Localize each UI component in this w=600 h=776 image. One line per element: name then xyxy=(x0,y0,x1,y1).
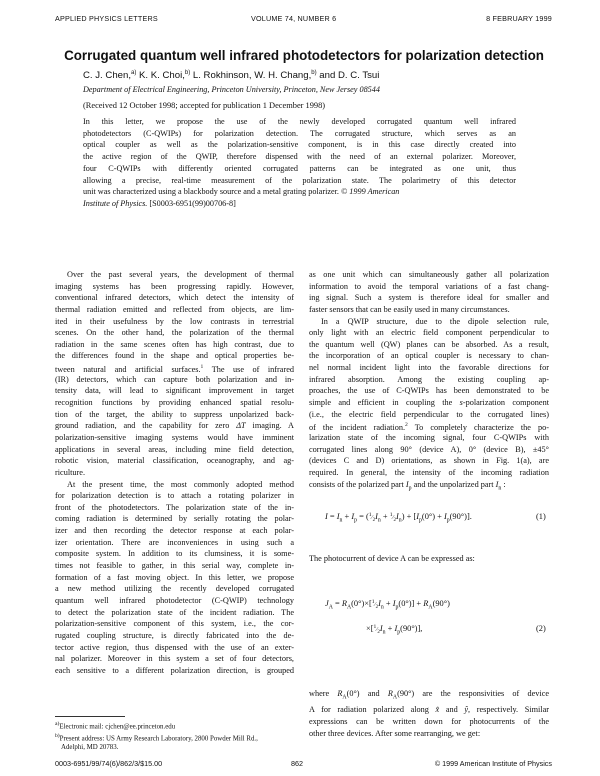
body-line: composite system. In addition to its clumsiness, it is some- xyxy=(55,549,294,559)
volume-number: VOLUME 74, NUMBER 6 xyxy=(251,14,337,23)
body-line: imaging systems has been progressing rapidly. However, xyxy=(55,281,294,291)
abstract-line: four C-QWIPs with differently oriented corrugated patterns can be integrated as one unit, thus xyxy=(83,163,516,173)
abstract xyxy=(83,116,516,210)
right-column xyxy=(309,269,549,490)
body-line: (devices C and D) orientations, as shown in Fig. 1(a), are xyxy=(309,456,549,466)
body-line: tensity data, will lead to significant improvement in target xyxy=(55,386,294,396)
body-line: polarization-sensitive imaging systems would have imminent xyxy=(55,432,294,442)
body-line: of the incident radiation.$^2$ To completely characterize the po- xyxy=(309,422,549,433)
body-line: front of the photodetectors. The polarization state of the in- xyxy=(55,502,294,512)
body-line: to detect the polarization state of the incident radiation. The xyxy=(55,607,294,617)
body-line: riculture. xyxy=(55,467,86,477)
author-list xyxy=(83,70,379,81)
author-chen-note: a) xyxy=(131,70,137,76)
body-line: nel normal incident light into the favorable directions for xyxy=(309,363,549,373)
abstract-doi: [S0003-6951(99)00706-8] xyxy=(149,198,236,208)
body-line: consists of the polarized part $I_p$ and the unpolarized part $I_n$ : xyxy=(309,479,506,492)
body-line: corrugated lines along 90° (device A), 0° (device B), ±45° xyxy=(309,444,549,454)
abstract-line: the active region of the QWIP, therefore dispensed with the need of an external polarizer. Moreover, xyxy=(83,152,516,162)
body-line: each sensitive to a different polarization direction, is grouped xyxy=(55,665,294,675)
body-line: nal polarizer. Moreover in this system a set of four detectors, xyxy=(55,654,294,664)
equation-2-line-1: $J_A$ = $R_A(0^\circ)\times[^1⁄_2I_n + I_p(0^\circ)] + R_A(90^\circ)$ xyxy=(325,599,450,611)
body-line: tion of the target, the ability to suppress unpolarized back- xyxy=(55,409,294,419)
body-line: Over the past several years, the development of thermal xyxy=(67,270,294,279)
abstract-copyright: © 1999 American xyxy=(341,187,400,197)
footnotes xyxy=(55,720,294,753)
equation-1: $I = I_n + I_p$ = ($^1⁄_2I_n$ + $^1⁄_2I_n) + [I_p(0^\circ) + I_p(90^\circ)]$. xyxy=(325,512,472,524)
body-line: ing signal. Such a system is therefore ideal for smaller and xyxy=(309,293,549,303)
body-line: radiation in the same scenes often has high contrast, due to xyxy=(55,339,294,349)
author-chen: C. J. Chen, xyxy=(83,70,131,81)
body-line: conventional infrared detectors, which detect the intensity of xyxy=(55,293,294,303)
left-column xyxy=(55,269,294,676)
journal-name: APPLIED PHYSICS LETTERS xyxy=(55,14,158,23)
footnote-a: $^{a)}$Electronic mail: cjchen@ee.princeton.edu xyxy=(55,721,176,731)
body-line: information to avoid the temporal variations of a fast chang- xyxy=(309,281,549,291)
body-line: required. In general, the intensity of the incoming radiation xyxy=(309,467,549,477)
author-chang-note: b) xyxy=(311,70,317,76)
body-line: robotic vision, material classification, oceanography, and ag- xyxy=(55,456,294,466)
delta-t: ΔT xyxy=(236,421,246,431)
body-line: expressions can be written down for photocurrents of the xyxy=(309,716,549,726)
body-line: a new method utilizing the recently developed corrugated xyxy=(55,584,294,594)
photocurrent-text: The photocurrent of device A can be expressed as: xyxy=(309,554,475,563)
body-line: larization state of the incoming signal, four C-QWIPs with xyxy=(309,432,549,442)
body-line: ited in their usefulness by the low contrasts in terrestrial xyxy=(55,316,294,326)
abstract-line: In this letter, we propose the use of the newly developed corrugated quantum well infrared xyxy=(83,117,516,126)
issue-date: 8 FEBRUARY 1999 xyxy=(486,14,552,23)
footnote-rule xyxy=(55,716,125,717)
affiliation: Department of Electrical Engineering, Princeton University, Princeton, New Jersey 08544 xyxy=(83,85,380,94)
ref-2: 2 xyxy=(405,422,408,429)
body-line: infrared absorption. Among the existing coupling ap- xyxy=(309,374,549,384)
body-line: for polarization detection is to attach a rotating polarizer in xyxy=(55,491,294,501)
abstract-line: allowing a precise, real-time measurement of the polarization state. The polarimetry of this detector xyxy=(83,175,516,185)
body-line: the quantum well (QW) planes can be absorbed. As a result, xyxy=(309,339,549,349)
author-tsui: and D. C. Tsui xyxy=(319,70,380,81)
ref-1: 1 xyxy=(200,364,204,371)
body-line: tector active region, thus dispensed with the use of an exter- xyxy=(55,642,294,652)
body-line: A for radiation polarized along x̂ and ŷ, respectively. Similar xyxy=(309,705,550,715)
running-header xyxy=(55,14,552,26)
received-dates: (Received 12 October 1998; accepted for publication 1 December 1998) xyxy=(83,101,326,110)
body-line: thermal radiation emitted and reflected from objects, are lim- xyxy=(55,304,294,314)
author-choi-note: b) xyxy=(184,70,191,76)
footer-issn: 0003-6951/99/74(6)/862/3/$15.00 xyxy=(55,759,163,768)
author-choi: K. K. Choi, xyxy=(139,70,185,81)
body-line: ground radiation, and the capability for zero ΔT imaging. A xyxy=(55,421,295,431)
equation-2-number: (2) xyxy=(536,624,546,633)
abstract-line: photodetectors (C-QWIPs) for polarization detection. The corrugated structure, which serves as an xyxy=(83,128,516,138)
equation-1-number: (1) xyxy=(536,512,546,521)
body-line: recognition functions by providing enhanced spatial resolu- xyxy=(55,398,294,408)
abstract-line xyxy=(83,198,516,210)
page-number: 862 xyxy=(291,759,303,768)
right-column-continued xyxy=(309,688,549,739)
body-line: At the present time, the most commonly adopted method xyxy=(67,479,294,489)
body-line: scenes. On the other hand, the polarization of the thermal xyxy=(55,328,294,338)
body-line: the incorporation of an optical coupler is necessary to chan- xyxy=(309,351,549,361)
body-line: where $R_A(0^\circ)$ and $R_A(90^\circ)$ are the responsivities of device xyxy=(309,689,550,701)
body-line: as one unit which can simultaneously gather all polarization xyxy=(309,270,549,279)
body-line: formation of a fast moving object. In this letter, we propose xyxy=(55,572,294,582)
body-line: quantum well infrared photodetector (C-QWIP) technology xyxy=(55,595,294,605)
footer-copyright: © 1999 American Institute of Physics xyxy=(434,759,552,768)
body-line: applications in several areas, including mine field detection, xyxy=(55,444,294,454)
body-line: (i.e., the electric field perpendicular to the corrugated lines) xyxy=(309,409,549,419)
body-line: faster sensors that can be easily used in many circumstances. xyxy=(309,304,510,314)
body-line: the differences found in the shape and optical properties be- xyxy=(55,351,294,361)
body-line: (IR) detectors, which can capture both polarization and in- xyxy=(55,374,294,384)
body-line: izer and then recording the detector response at each polar- xyxy=(55,526,294,536)
author-rokhinson-chang: L. Rokhinson, W. H. Chang, xyxy=(192,70,312,81)
article-title: Corrugated quantum well infrared photodetectors for polarization detection xyxy=(64,48,544,63)
abstract-line: unit was characterized using a blackbody source and a metal grating polarizer. © 1999 American xyxy=(83,187,400,197)
footnote-b-cont: Adelphi, MD 20783. xyxy=(61,744,119,752)
body-line: izer orientation. There are inconveniences in using such a xyxy=(55,537,294,547)
equation-2-line-2: $\times[^1⁄_2I_n + I_p(90^\circ)]$, xyxy=(366,624,423,636)
abstract-line: optical coupler as well as the polarization-sensitive component, is in this case directly created into xyxy=(83,140,516,150)
body-line: rugated coupling structure, is directly fabricated into the de- xyxy=(55,630,294,640)
body-line: proaches, the use of C-QWIPs has been demonstrated to be xyxy=(309,386,549,396)
body-line: other three devices. After some rearranging, we get: xyxy=(309,728,481,738)
body-line: coming radiation is determined by serially rotating the polar- xyxy=(55,514,294,524)
body-line: times not feasible to gather, in this serial way, complete in- xyxy=(55,561,294,571)
abstract-publisher: Institute of Physics. xyxy=(83,198,148,208)
body-line: simple and efficient in coupling the s-polarization component xyxy=(309,398,550,408)
body-line: tween natural and artificial surfaces.$^1$ The use of infrared xyxy=(55,364,295,374)
body-line: polarization-sensitive component of this system, i.e., the cor- xyxy=(55,619,294,629)
body-line: only light with an electric field component perpendicular to xyxy=(309,328,549,338)
body-line: In a QWIP structure, due to the dipole selection rule, xyxy=(321,316,549,326)
footnote-b: $^{b)}$Present address: US Army Research Laboratory, 2800 Powder Mill Rd., xyxy=(55,732,258,742)
